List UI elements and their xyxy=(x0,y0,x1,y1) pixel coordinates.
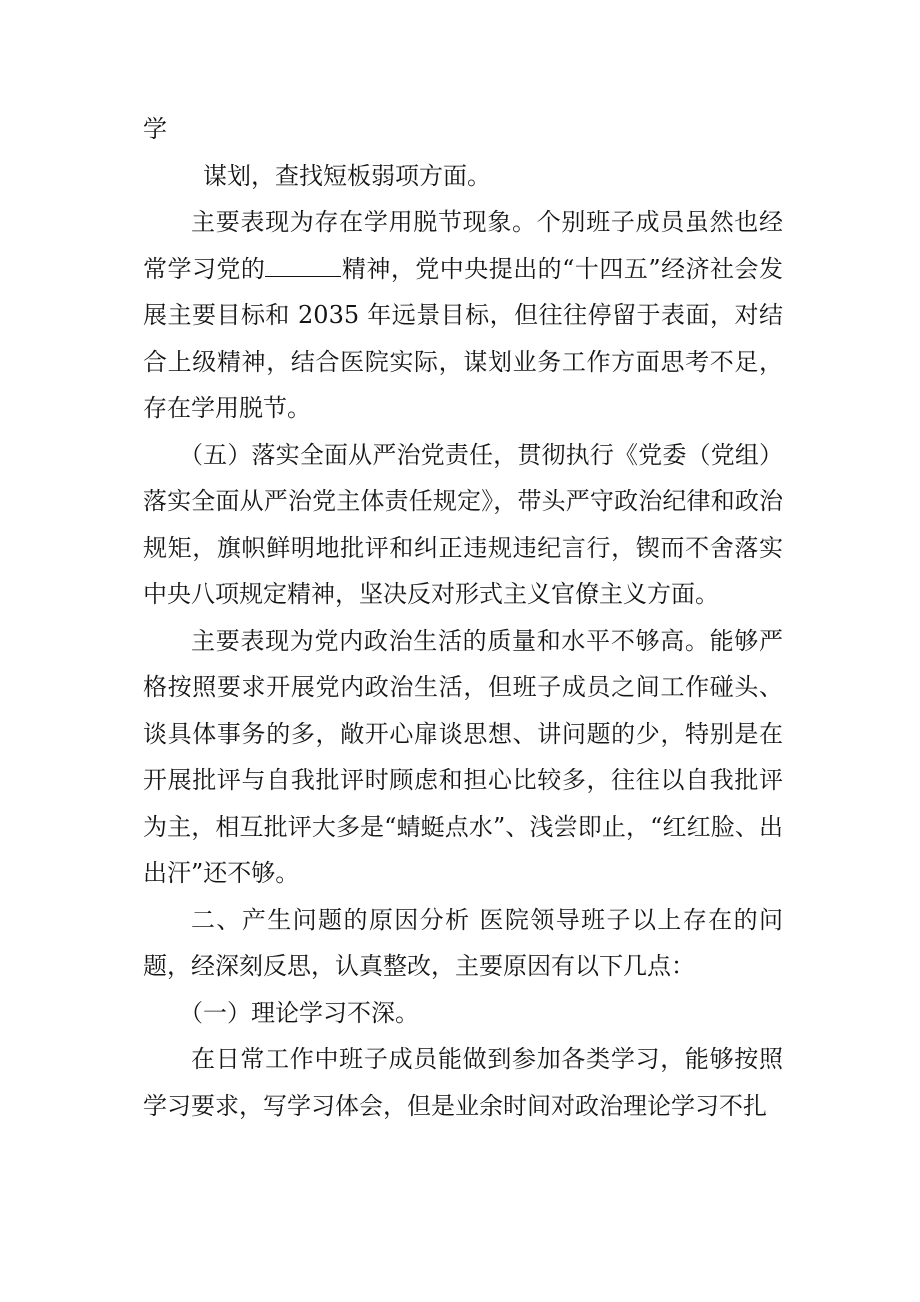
paragraph-cause-analysis-heading: 二、产生问题的原因分析 医院领导班子以上存在的问题，经深刻反思，认真整改，主要原因有以下几点： xyxy=(143,905,783,980)
paragraph-daily-work-study: 在日常工作中班子成员能做到参加各类学习，能够按照学习要求，写学习体会，但是业余时间对政治理论学习不扎 xyxy=(143,1045,783,1120)
paragraph-study-disconnect xyxy=(143,199,783,432)
fill-in-blank xyxy=(265,254,341,277)
paragraph-subheading-theory-study: （一）理论学习不深。 xyxy=(179,998,419,1027)
paragraph-section-five-heading: （五）落实全面从严治党责任，贯彻执行《党委（党组）落实全面从严治党主体责任规定》，带头严守政治纪律和政治规矩，旗帜鲜明地批评和纠正违规违纪言行，锲而不舍落实中央八项规定精神，坚决反对形式主义官僚主义方面。 xyxy=(143,440,783,608)
paragraph-study-planning: 谋划，查找短板弱项方面。 xyxy=(203,161,491,190)
paragraph-continuation: 学 xyxy=(143,115,167,143)
paragraph-text-after-blank: 精神，党中央提出的“十四五”经济社会发展主要目标和 2035 年远景目标，但往往停留于表面，对结合上级精神，结合医院实际，谋划业务工作方面思考不足，存在学用脱节。 xyxy=(143,254,783,422)
paragraph-text-before-blank: 主要表现为存在学用脱节现象。个别班子成员虽然也经常学习党的 xyxy=(143,208,783,283)
document-body xyxy=(143,106,783,1129)
paragraph-political-life: 主要表现为党内政治生活的质量和水平不够高。能够严格按照要求开展党内政治生活，但班子成员之间工作碰头、谈具体事务的多，敞开心扉谈思想、讲问题的少，特别是在开展批评与自我批评时顾虑和担心比较多，往往以自我批评为主，相互批评大多是“蜻蜓点水”、浅尝即止，“红红脸、出出汗”还不够。 xyxy=(143,626,783,887)
